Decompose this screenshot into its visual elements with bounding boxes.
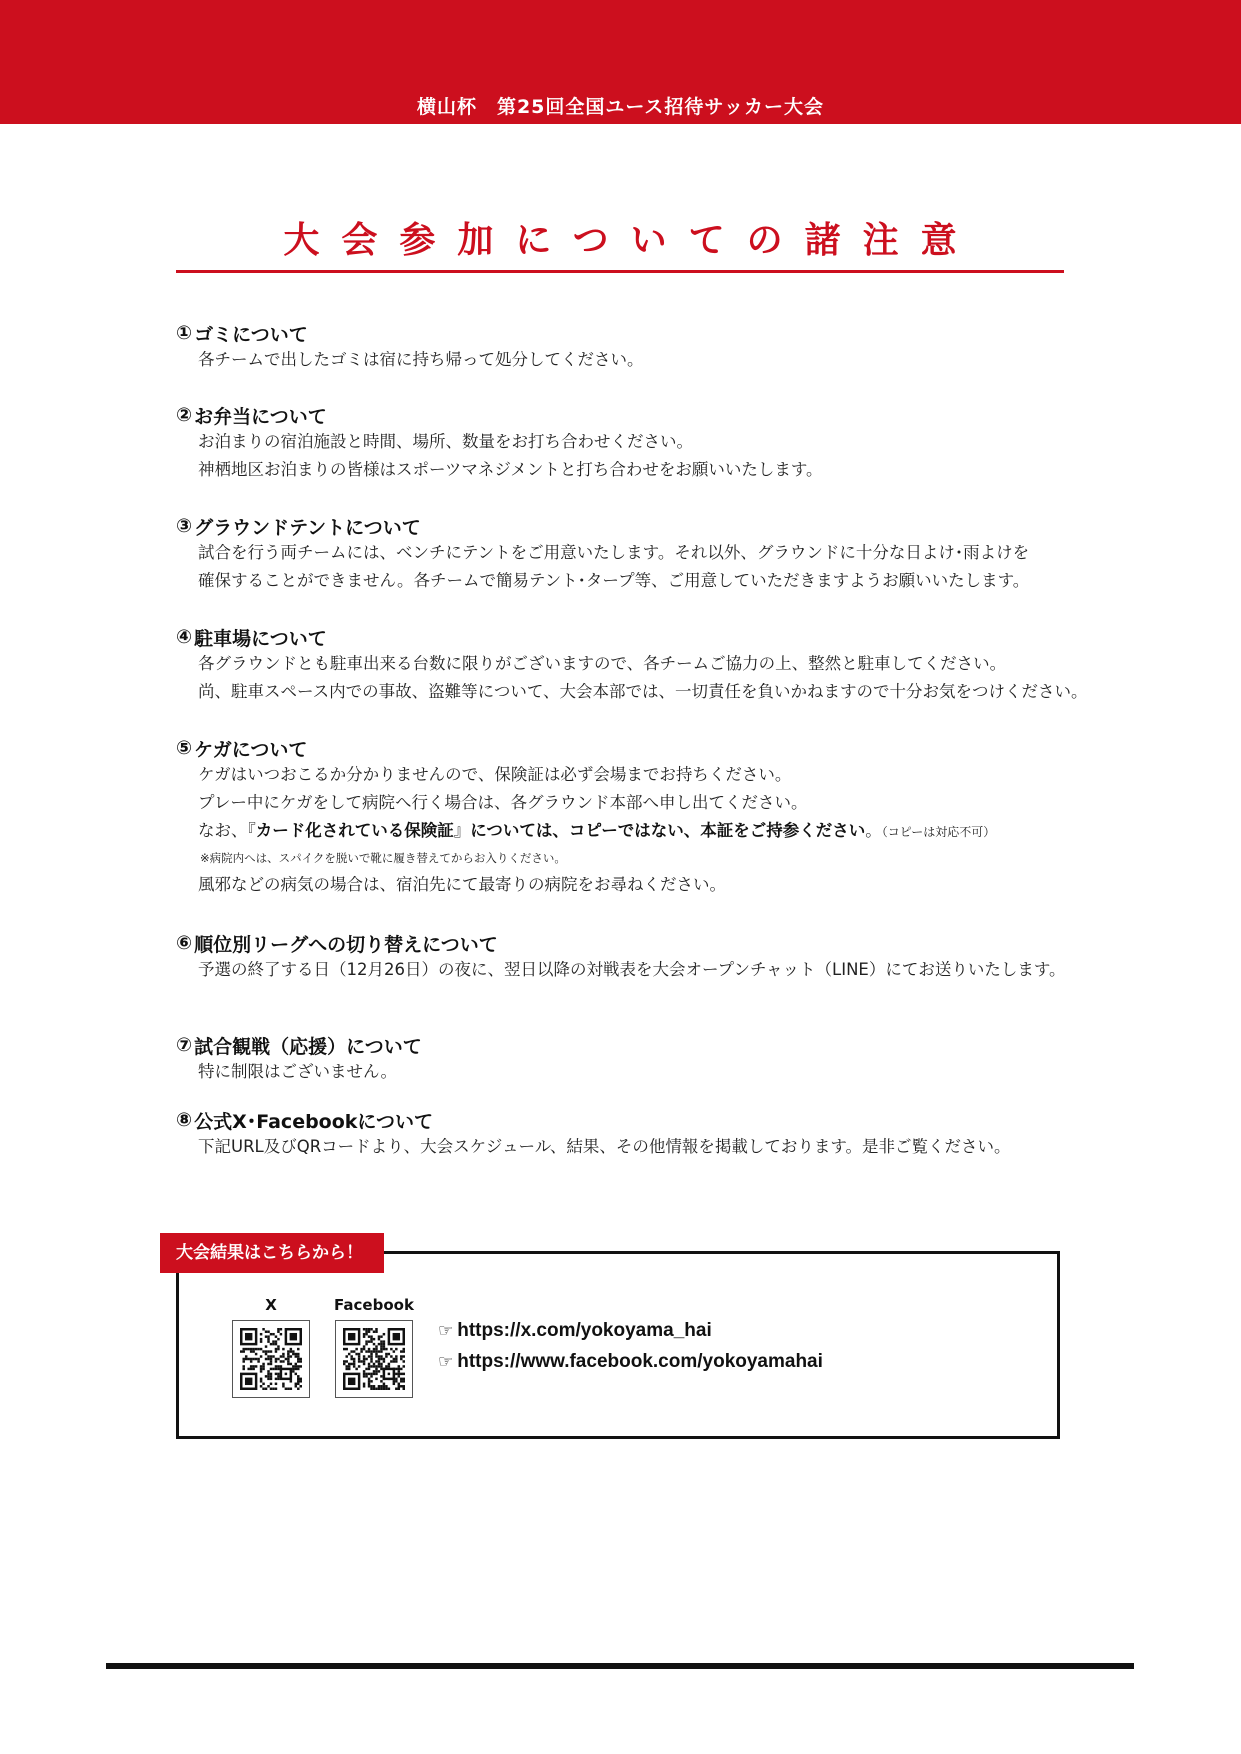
section-text: 各グラウンドとも駐車出来る台数に限りがございますので、各チームご協力の上、整然と駐車してください。 (198, 654, 1007, 673)
section-text: お泊まりの宿泊施設と時間、場所、数量をお打ち合わせください。 (198, 432, 693, 451)
text-fragment: 。 (865, 821, 882, 840)
hospital-note: ※病院内へは、スパイクを脱いで靴に履き替えてからお入りください。 (200, 851, 566, 865)
pointing-hand-icon: ☞ (438, 1352, 454, 1372)
qr-pattern-icon (343, 1328, 405, 1390)
section-league-switch (176, 930, 1076, 984)
section-title: 試合観戦（応援）について (194, 1035, 422, 1058)
section-text: プレー中にケガをして病院へ行く場合は、各グラウンド本部へ申し出てください。 (198, 793, 808, 812)
section-text: 確保することができません。各チームで簡易テント･タープ等、ご用意していただきますようお願いいたします。 (198, 571, 1030, 590)
section-title: ゴミについて (194, 323, 308, 346)
section-text: 予選の終了する日（12月26日）の夜に、翌日以降の対戦表を大会オープンチャット（LINE）にてお送りいたします。 (198, 960, 1066, 979)
section-garbage (176, 320, 1076, 374)
section-spectating (176, 1032, 1076, 1086)
section-title: 順位別リーグへの切り替えについて (194, 933, 498, 956)
section-text: 試合を行う両チームには、ベンチにテントをご用意いたします。それ以外、グラウンドに十分な日よけ･雨よけを (198, 543, 1030, 562)
section-number: ① (176, 322, 193, 344)
section-title: 駐車場について (194, 627, 327, 650)
section-text: 神栖地区お泊まりの皆様はスポーツマネジメントと打ち合わせをお願いいたします。 (198, 460, 823, 479)
section-number: ② (176, 404, 193, 426)
header-band (0, 0, 1241, 124)
qr-label-x: X (265, 1296, 277, 1314)
section-text: 風邪などの病気の場合は、宿泊先にて最寄りの病院をお尋ねください。 (198, 875, 726, 894)
section-injury (176, 735, 1076, 899)
section-number: ④ (176, 626, 193, 648)
bottom-rule (106, 1663, 1134, 1669)
qr-code-facebook[interactable] (335, 1320, 413, 1398)
results-tab: 大会結果はこちらから！ (160, 1233, 384, 1273)
section-text: 各チームで出したゴミは宿に持ち帰って処分してください。 (198, 350, 644, 369)
section-title: グラウンドテントについて (194, 516, 421, 539)
copy-not-accepted-note: （コピーは対応不可） (881, 825, 996, 839)
text-fragment: 』 (453, 821, 471, 840)
section-text: ケガはいつおこるか分かりませんので、保険証は必ず会場までお持ちください。 (198, 765, 792, 784)
facebook-url-link[interactable] (438, 1351, 823, 1373)
section-text: 下記URL及びQRコードより、大会スケジュール、結果、その他情報を掲載しております。是非ご覧ください。 (198, 1137, 1011, 1156)
qr-pattern-icon (240, 1328, 302, 1390)
section-number: ⑥ (176, 932, 193, 954)
section-number: ③ (176, 515, 193, 537)
facebook-url-text: https://www.facebook.com/yokoyamahai (457, 1351, 823, 1372)
emphasis-bring-original: については、コピーではない、本証をご持参ください (470, 821, 866, 840)
section-ground-tent (176, 513, 1076, 595)
section-number: ⑧ (176, 1109, 193, 1131)
x-url-text: https://x.com/yokoyama_hai (457, 1320, 712, 1341)
title-underline (176, 270, 1064, 273)
text-fragment: なお、『 (198, 821, 256, 840)
section-text: 尚、駐車スペース内での事故、盗難等について、大会本部では、一切責任を負いかねますので十分お気をつけください。 (198, 682, 1088, 701)
qr-label-facebook: Facebook (334, 1296, 414, 1314)
section-title: 公式X･Facebookについて (194, 1110, 434, 1133)
section-title: お弁当について (194, 405, 327, 428)
section-number: ⑦ (176, 1034, 193, 1056)
x-url-link[interactable] (438, 1320, 712, 1342)
page-title: 大会参加についての諸注意 (283, 220, 979, 261)
section-text: 特に制限はございません。 (198, 1062, 397, 1081)
emphasis-insurance-card: カード化されている保険証 (255, 821, 454, 840)
section-lunch (176, 402, 1076, 484)
qr-code-x[interactable] (232, 1320, 310, 1398)
tournament-title: 横山杯 第25回全国ユース招待サッカー大会 (416, 96, 825, 118)
section-title: ケガについて (194, 738, 308, 761)
section-parking (176, 624, 1088, 706)
section-official-sns (176, 1107, 1076, 1161)
section-text-emphasis (198, 817, 1076, 845)
pointing-hand-icon: ☞ (438, 1321, 454, 1341)
section-number: ⑤ (176, 737, 193, 759)
